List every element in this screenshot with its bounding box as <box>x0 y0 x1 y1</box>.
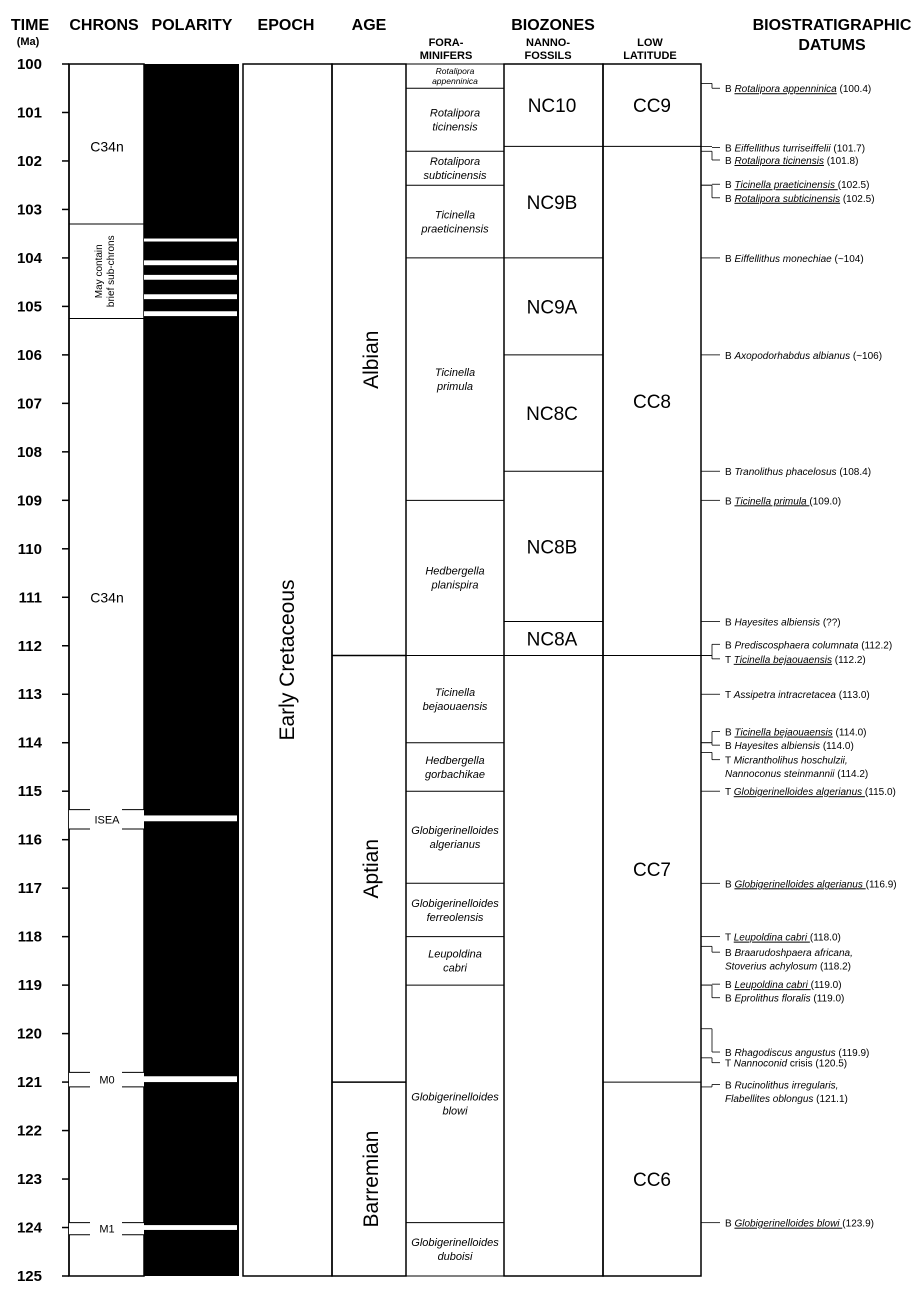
datum-label <box>725 180 869 191</box>
foraminifer-zone-label: Leupoldina <box>428 948 482 961</box>
foraminifer-zone-label: cabri <box>443 962 467 975</box>
low-latitude-column-frame <box>603 64 701 1276</box>
polarity-reversed-band <box>144 1225 237 1230</box>
datum-prefix: B <box>725 993 735 1005</box>
nannofossil-zone-label: NC9A <box>526 297 578 319</box>
datum-text: (108.4) <box>836 467 872 479</box>
datum-label <box>725 933 841 944</box>
foraminifer-zone-label: Globigerinelloides <box>411 1091 499 1104</box>
header-age: AGE <box>351 17 387 34</box>
datum-prefix: B <box>725 1080 735 1092</box>
datum-prefix: T <box>725 755 734 767</box>
polarity-reversed-band <box>144 311 237 316</box>
datum-text: Ticinella bejaouaensis <box>734 727 833 739</box>
foraminifer-zone-label: ticinensis <box>432 121 478 134</box>
nannofossil-zones <box>504 64 603 1276</box>
datum-text: (114.2) <box>834 768 869 780</box>
datum-text: Hayesites albiensis <box>734 617 821 629</box>
datum-label <box>725 467 871 478</box>
time-tick-label: 121 <box>16 1074 42 1092</box>
time-tick-label: 106 <box>16 346 42 364</box>
datum-text: (~104) <box>831 253 864 265</box>
chron-label-c34n-lower: C34n <box>90 589 124 606</box>
datum-text: (101.8) <box>823 155 859 167</box>
header-time: TIME <box>10 17 50 34</box>
time-tick-label: 120 <box>16 1025 42 1043</box>
polarity-column <box>144 64 239 1276</box>
datum-prefix: B <box>725 467 735 479</box>
datum-prefix: T <box>725 690 734 702</box>
datum-text: Axopodorhabdus albianus <box>734 350 851 362</box>
foraminifer-zone-label: Hedbergella <box>425 754 485 767</box>
polarity-reversed-band <box>144 260 237 265</box>
age-label: Barremian <box>360 1130 383 1228</box>
foraminifer-zone-label: Rotalipora <box>429 156 481 169</box>
datum-text: (~106) <box>850 350 883 362</box>
time-tick-label: 117 <box>17 880 42 898</box>
datum-text: (114.0) <box>832 727 867 739</box>
datum-text: (123.9) <box>842 1218 874 1230</box>
header-chrons: CHRONS <box>69 17 139 34</box>
datum-text: Rhagodiscus angustus <box>734 1048 836 1060</box>
foraminifer-zone-label: appenninica <box>432 76 478 87</box>
datum-text: (??) <box>820 617 841 629</box>
time-tick-label: 124 <box>16 1219 42 1237</box>
time-tick-label: 122 <box>16 1122 42 1140</box>
time-tick-label: 118 <box>17 928 42 946</box>
datum-text: (101.7) <box>830 143 866 155</box>
time-tick-label: 107 <box>16 395 42 413</box>
datum-prefix: B <box>725 617 735 629</box>
time-tick-label: 111 <box>18 589 42 607</box>
datum-label <box>725 994 844 1005</box>
chron-marker-label: ISEA <box>94 814 120 827</box>
time-tick-label: 125 <box>16 1268 42 1285</box>
datum-text: Nannoconus steinmannii <box>725 768 835 780</box>
header-time-unit: (Ma) <box>16 36 40 48</box>
datum-text: (112.2) <box>858 640 893 652</box>
datum-text: (114.0) <box>820 741 854 753</box>
foraminifer-zone-label: Ticinella <box>434 366 476 379</box>
foraminifer-zone-label: Ticinella <box>434 209 476 222</box>
datum-prefix: B <box>725 879 735 891</box>
datum-text: Leupoldina cabri <box>734 980 811 992</box>
datum-text: (113.0) <box>836 690 870 702</box>
datum-prefix: B <box>725 1048 735 1060</box>
nannofossil-zone-label: NC8C <box>526 404 578 426</box>
datum-text: Ticinella primula <box>734 496 810 508</box>
chron-label-c34n-upper: C34n <box>90 138 124 155</box>
header-nannofossils-1: NANNO- <box>526 37 570 49</box>
datum-text: Ticinella praeticinensis <box>734 180 838 192</box>
foraminifer-zone-label: algerianus <box>429 839 481 852</box>
chrons-column <box>69 64 144 1276</box>
foraminifer-zone-label: praeticinensis <box>421 223 489 236</box>
time-tick-label: 105 <box>16 298 42 316</box>
datum-label <box>725 741 854 752</box>
epoch-column <box>243 64 332 1276</box>
datum-label <box>725 351 882 362</box>
polarity-normal-fill <box>144 64 239 1276</box>
datum-label <box>725 156 858 167</box>
polarity-reversed-band <box>144 294 237 299</box>
chron-marker-label: M0 <box>99 1074 115 1087</box>
datum-label <box>725 1219 874 1230</box>
datum-text: Eiffellithus monechiae <box>734 253 832 265</box>
age-label: Albian <box>360 330 383 389</box>
datum-text: Rotalipora subticinensis <box>734 193 841 205</box>
time-tick-label: 103 <box>16 201 42 219</box>
foraminifer-zone-label: gorbachikae <box>425 768 485 781</box>
datum-prefix: B <box>725 143 735 155</box>
foraminifer-zone-label: Hedbergella <box>425 565 485 578</box>
low-latitude-zone-label: CC6 <box>632 1170 672 1192</box>
nannofossil-zone-label: NC10 <box>527 96 577 118</box>
time-tick-label: 102 <box>16 152 42 170</box>
datum-text: Ticinella bejaouaensis <box>733 654 833 666</box>
nannofossil-column-frame <box>504 64 603 1276</box>
datum-prefix: T <box>725 787 734 799</box>
datum-text: (119.0) <box>810 980 842 992</box>
datum-text: (119.9) <box>835 1048 870 1060</box>
datum-text: Globigerinelloides algerianus <box>734 879 866 891</box>
datum-label <box>725 769 868 780</box>
chron-markers <box>69 810 144 1236</box>
datum-label <box>725 1059 847 1070</box>
time-axis <box>17 56 69 1285</box>
time-tick-label: 101 <box>16 104 42 122</box>
header-polarity: POLARITY <box>151 17 233 34</box>
datum-text: Prediscosphaera columnata <box>734 640 859 652</box>
time-tick-label: 114 <box>17 734 42 752</box>
datum-label <box>725 143 865 154</box>
datum-text: Globigerinelloides algerianus <box>733 787 865 799</box>
header-nannofossils-2: FOSSILS <box>524 50 572 62</box>
foraminifer-zone-label: primula <box>436 380 474 393</box>
datum-text: Rotalipora ticinensis <box>734 155 824 167</box>
time-tick-label: 112 <box>17 637 42 655</box>
foraminifer-zones <box>406 64 504 1276</box>
datum-text: Hayesites albiensis <box>734 741 821 753</box>
foraminifer-zone-label: planispira <box>431 579 479 592</box>
nannofossil-zone-label: NC8A <box>526 629 578 651</box>
foraminifer-zone-label: Rotalipora <box>435 66 475 77</box>
datum-prefix: B <box>725 253 735 265</box>
header-epoch: EPOCH <box>257 17 315 34</box>
datum-text: Rucinolithus irregularis, <box>734 1080 839 1092</box>
foraminifer-zone-label: Globigerinelloides <box>411 825 499 838</box>
datum-label <box>725 655 866 666</box>
datum-text: (115.0) <box>864 787 896 799</box>
header-low-latitude-1: LOW <box>637 37 663 49</box>
datum-prefix: T <box>725 1058 734 1070</box>
foraminifer-zone-label: Globigerinelloides <box>411 1237 499 1250</box>
datum-label <box>725 1094 848 1105</box>
datum-text: (102.5) <box>840 193 875 205</box>
datum-prefix: B <box>725 741 735 753</box>
datum-text: Globigerinelloides blowi <box>734 1218 843 1230</box>
datum-text: Nannoconid <box>733 1058 788 1070</box>
datum-prefix: B <box>725 948 735 960</box>
datum-prefix: B <box>725 193 735 205</box>
datum-text: Flabellites oblongus <box>725 1094 814 1106</box>
subchron-note-line-2: brief sub-chrons <box>106 235 117 308</box>
datum-text: (112.2) <box>832 654 866 666</box>
time-tick-label: 109 <box>16 492 42 510</box>
header-low-latitude-2: LATITUDE <box>623 50 677 62</box>
nannofossil-zone-label: NC9B <box>526 193 578 215</box>
nannofossil-zone-label: NC8B <box>526 537 578 559</box>
subchron-note <box>94 235 117 307</box>
time-tick-label: 115 <box>17 783 42 801</box>
datum-text: Micrantholihus hoschulzii, <box>733 755 848 767</box>
foraminifer-zone-label: ferreolensis <box>426 911 484 924</box>
polarity-reversed-band <box>144 239 237 242</box>
datum-text: (100.4) <box>836 84 872 96</box>
foraminifer-zone-label: duboisi <box>437 1251 473 1264</box>
datum-label <box>725 1081 838 1092</box>
datum-label <box>725 194 875 205</box>
datum-label <box>725 84 871 95</box>
low-latitude-zones <box>603 64 701 1276</box>
datum-prefix: B <box>725 727 735 739</box>
low-latitude-zone-label: CC9 <box>632 96 672 118</box>
datum-text: (121.1) <box>813 1094 848 1106</box>
age-column-frame <box>332 64 406 1276</box>
time-tick-label: 110 <box>17 540 42 558</box>
foraminifer-zone-label: subticinensis <box>423 170 487 183</box>
datum-label <box>725 787 896 798</box>
time-tick-label: 104 <box>16 249 42 267</box>
foraminifer-zone-label: bejaouaensis <box>422 700 488 713</box>
foraminifer-zone-label: Globigerinelloides <box>411 897 499 910</box>
datum-label <box>725 254 864 265</box>
chron-marker-label: M1 <box>99 1223 115 1236</box>
datum-label <box>725 496 841 507</box>
datum-text: (109.0) <box>809 496 842 508</box>
datum-label <box>725 756 848 767</box>
datum-text: (118.0) <box>809 932 841 944</box>
datum-label <box>725 948 853 959</box>
time-tick-label: 116 <box>17 831 42 849</box>
low-latitude-zone-label: CC7 <box>632 859 672 881</box>
datum-label <box>725 879 897 890</box>
datum-text: crisis (120.5) <box>787 1058 848 1070</box>
header-foraminifers-2: MINIFERS <box>419 50 473 62</box>
datum-text: Assipetra intracretacea <box>733 690 836 702</box>
polarity-reversed-band <box>144 815 237 821</box>
datum-text: Stoverius achylosum <box>725 961 818 973</box>
time-tick-label: 113 <box>17 686 42 704</box>
header-biozones: BIOZONES <box>511 17 595 34</box>
foraminifer-zone-label: Rotalipora <box>429 107 481 120</box>
column-headers <box>11 17 912 62</box>
datum-prefix: B <box>725 640 735 652</box>
datum-text: (119.0) <box>810 993 845 1005</box>
epoch-label: Early Cretaceous <box>276 579 299 741</box>
datum-text: Eprolithus floralis <box>734 993 811 1005</box>
datum-text: Eiffellithus turriseiffelii <box>734 143 831 155</box>
datum-prefix: B <box>725 1218 735 1230</box>
time-tick-label: 123 <box>16 1171 42 1189</box>
datum-label <box>725 690 870 701</box>
time-tick-label: 100 <box>16 56 42 73</box>
biostratigraphic-datums <box>701 83 897 1229</box>
datum-text: Braarudoshpaera africana, <box>734 948 853 960</box>
datum-label <box>725 640 892 651</box>
foraminifer-zone-label: blowi <box>442 1105 468 1118</box>
datum-text: Leupoldina cabri <box>733 932 810 944</box>
low-latitude-zone-label: CC8 <box>632 391 672 413</box>
time-tick-label: 119 <box>17 977 42 995</box>
datum-prefix: B <box>725 496 735 508</box>
polarity-reversed-band <box>144 1076 237 1082</box>
header-datums-1: BIOSTRATIGRAPHIC <box>752 17 912 34</box>
datum-prefix: B <box>725 180 735 192</box>
datum-prefix: B <box>725 980 735 992</box>
datum-label <box>725 618 841 629</box>
foraminifer-zone-label: Ticinella <box>434 686 476 699</box>
age-column <box>332 64 406 1276</box>
datum-text: (116.9) <box>865 879 897 891</box>
datum-label <box>725 962 851 973</box>
header-datums-2: DATUMS <box>798 37 866 54</box>
datum-prefix: B <box>725 350 735 362</box>
time-tick-label: 108 <box>16 443 42 461</box>
datum-text: (102.5) <box>837 180 870 192</box>
polarity-reversed-band <box>144 275 237 280</box>
age-label: Aptian <box>360 838 383 899</box>
header-foraminifers-1: FORA- <box>428 37 464 49</box>
datum-text: Rotalipora appenninica <box>734 84 837 96</box>
datum-prefix: T <box>725 932 734 944</box>
datum-prefix: B <box>725 155 735 167</box>
datum-prefix: B <box>725 84 735 96</box>
datum-prefix: T <box>725 654 734 666</box>
datum-label <box>725 1048 869 1059</box>
datum-label <box>725 728 867 739</box>
datum-text: Tranolithus phacelosus <box>734 467 837 479</box>
datum-text: (118.2) <box>817 961 851 973</box>
datum-label <box>725 980 842 991</box>
subchron-note-line-1: May contain <box>94 244 105 299</box>
